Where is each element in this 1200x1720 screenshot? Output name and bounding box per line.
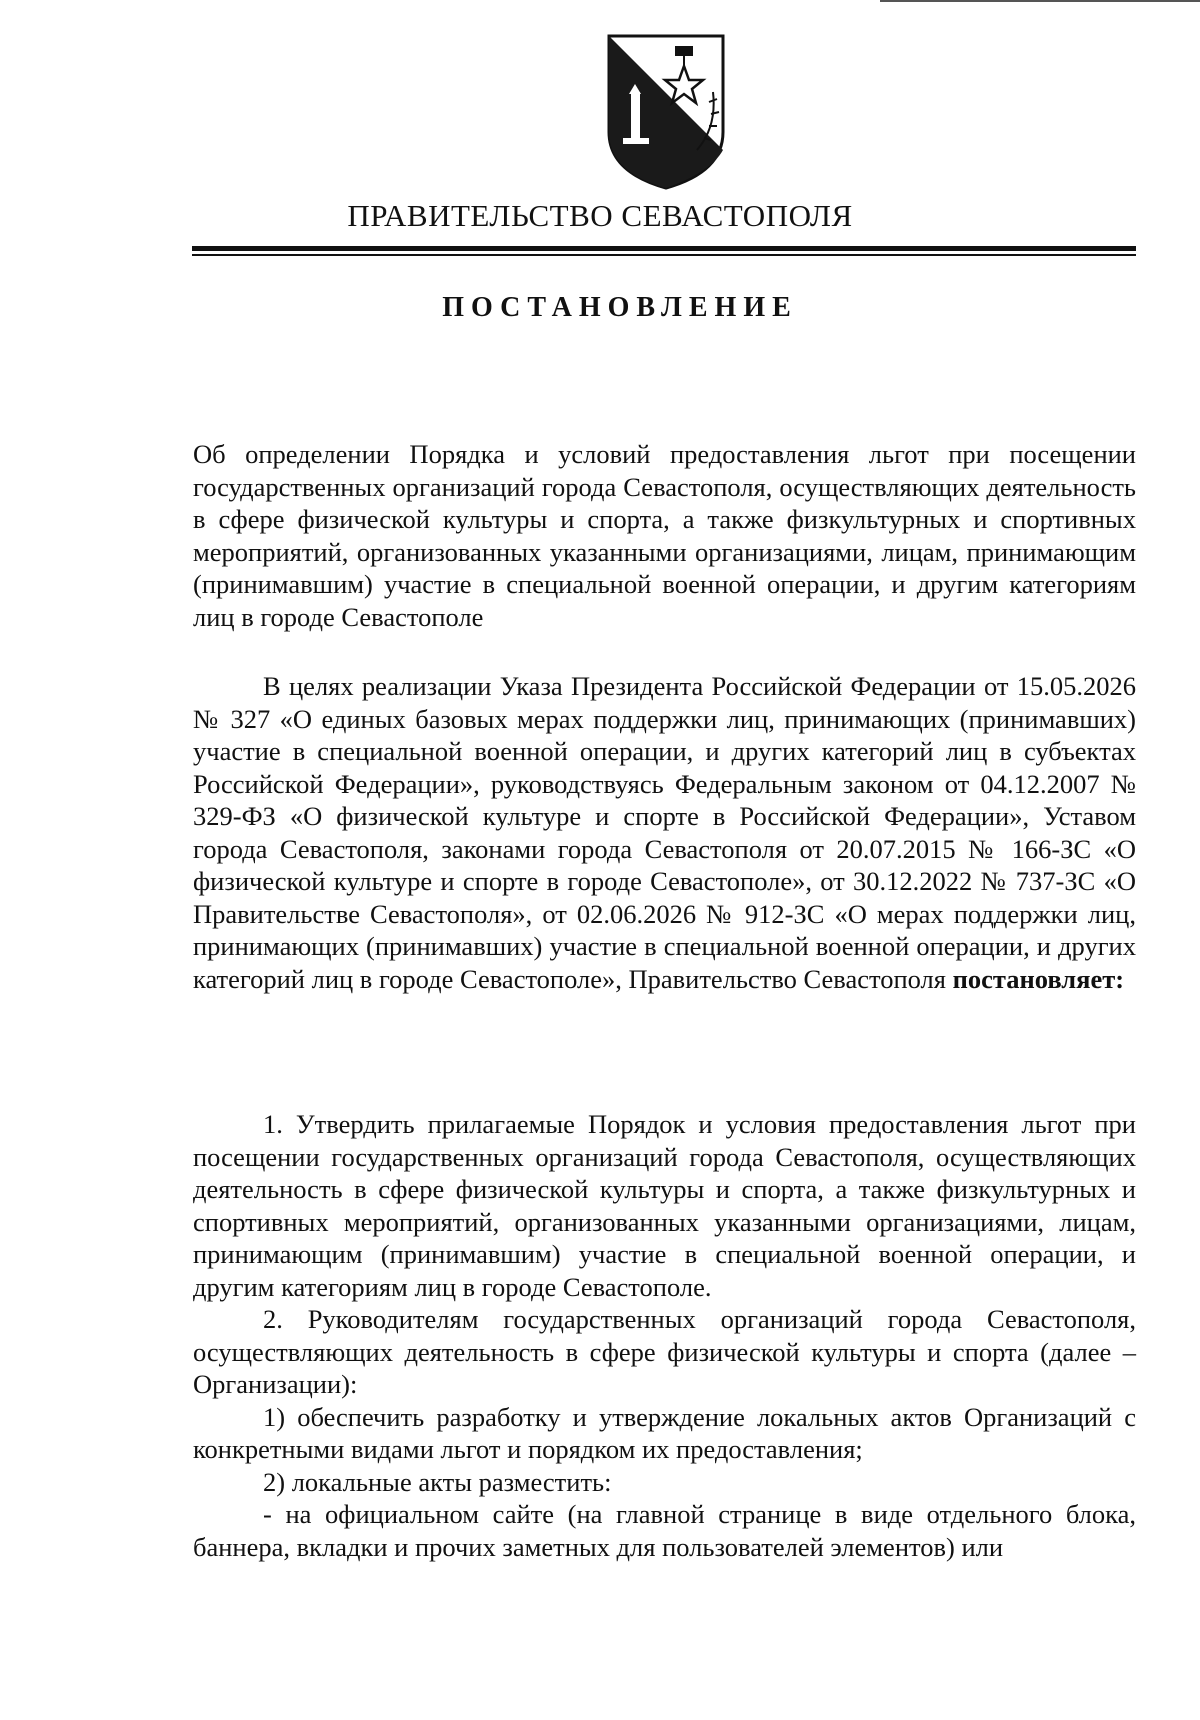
document-title: Об определении Порядка и условий предоставления льгот при посещении государственных организаций города Севастополя, осуществляющих деятельность в сфере физической культуры и спорта, а также физкультурных и спортивных мероприятий, организованных указанными организациями, лицам, принимающим (принимавшим) участие в специальной военной операции, и другим категориям лиц в городе Севастополе: [193, 439, 1136, 632]
resolution-items: [193, 1108, 1136, 1563]
preamble: [193, 670, 1136, 995]
government-title: ПРАВИТЕЛЬСТВО СЕВАСТОПОЛЯ: [347, 198, 853, 233]
scan-edge-line: [880, 0, 1200, 2]
sevastopol-coat-of-arms-icon: [605, 32, 727, 190]
item-2: 2. Руководителям государственных организаций города Севастополя, осуществляющих деятельность в сфере физической культуры и спорта (далее – Организации):: [193, 1304, 1136, 1399]
resolves-word: постановляет:: [952, 963, 1125, 994]
header-rule-thin: [192, 254, 1136, 256]
item-2-2-bullet: - на официальном сайте (на главной странице в виде отдельного блока, баннера, вкладки и прочих заметных для пользователей элементов) или: [193, 1499, 1136, 1562]
item-2-1: 1) обеспечить разработку и утверждение локальных актов Организаций с конкретными видами льгот и порядком их предоставления;: [193, 1401, 1136, 1464]
item-2-2: 2) локальные акты разместить:: [263, 1466, 612, 1497]
item-1: 1. Утвердить прилагаемые Порядок и условия предоставления льгот при посещении государственных организаций города Севастополя, осуществляющих деятельность в сфере физической культуры и спорта, а также физкультурных и спортивных мероприятий, организованных указанными организациями, лицам, принимающим (принимавшим) участие в специальной военной операции, и другим категориям лиц в городе Севастополе.: [193, 1109, 1136, 1302]
preamble-text: В целях реализации Указа Президента Российской Федерации от 15.05.2026 № 327 «О единых базовых мерах поддержки лиц, принимающих (принимавших) участие в специальной военной операции, и других категорий лиц в субъектах Российской Федерации», руководствуясь Федеральным законом от 04.12.2007 № 329-ФЗ «О физической культуре и спорте в Российской Федерации», Уставом города Севастополя, законами города Севастополя от 20.07.2015 № 166-ЗС «О физической культуре и спорте в городе Севастополе», от 30.12.2022 № 737-ЗС «О Правительстве Севастополя», от 02.06.2026 № 912-ЗС «О мерах поддержки лиц, принимающих (принимавших) участие в специальной военной операции, и других категорий лиц в городе Севастополе», Правительство Севастополя: [193, 671, 1136, 994]
header-rule-thick: [192, 246, 1136, 251]
document-type: ПОСТАНОВЛЕНИЕ: [442, 292, 798, 323]
